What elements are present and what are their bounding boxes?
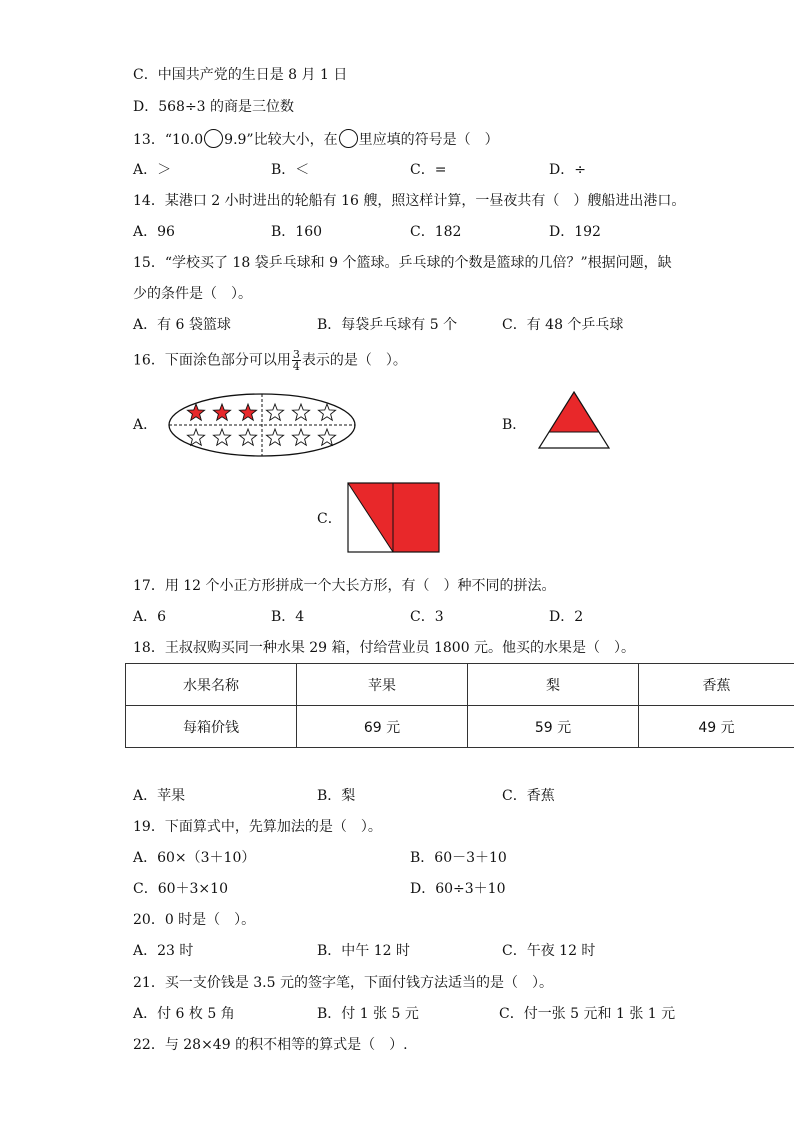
fruit-price-table: [125, 663, 794, 748]
star-filled-icon: [239, 404, 256, 420]
question-22: 22．与 28×49 的积不相等的算式是（ ）.: [133, 1037, 408, 1053]
q16-option-a-label: A．: [133, 417, 158, 433]
table-row: [126, 706, 794, 748]
q15-option: A．有 6 袋篮球: [133, 317, 231, 333]
q14-option: A．96: [133, 224, 175, 240]
q15-option: C．有 48 个乒乓球: [502, 317, 624, 333]
table-cell: 49 元: [639, 706, 794, 748]
table-header-cell: 香蕉: [639, 664, 794, 706]
question-13: [133, 129, 499, 149]
star-outline-icon: [292, 429, 309, 445]
star-outline-icon: [213, 429, 230, 445]
q21-option: A．付 6 枚 5 角: [133, 1006, 235, 1022]
answer-circle: [339, 129, 358, 148]
fraction-denominator: 4: [292, 360, 300, 373]
q16-option-c-label: C．: [317, 511, 342, 527]
star-outline-icon: [239, 429, 256, 445]
q19-option: B．60－3＋10: [410, 850, 507, 866]
table-cell: 69 元: [297, 706, 468, 748]
figure-triangle: [537, 390, 611, 452]
question-14: 14．某港口 2 小时进出的轮船有 16 艘，照这样计算，一昼夜共有（ ）艘船进出港口。: [133, 193, 686, 209]
q19-option: C．60＋3×10: [133, 881, 228, 897]
q17-option: A．6: [133, 609, 167, 625]
q19-option: D．60÷3＋10: [410, 881, 506, 897]
q19-option: A．60×（3＋10）: [133, 850, 256, 866]
star-outline-icon: [318, 429, 335, 445]
q21-option: C．付一张 5 元和 1 张 1 元: [499, 1006, 676, 1022]
q15-option: B．每袋乒乓球有 5 个: [317, 317, 458, 333]
question-19: 19．下面算式中，先算加法的是（ ）。: [133, 819, 382, 835]
q17-option: B．4: [271, 609, 305, 625]
q16-option-b-label: B．: [502, 417, 527, 433]
q16-part2: 表示的是（ ）。: [301, 352, 407, 369]
q14-option: C．182: [410, 224, 462, 240]
q13-part1: 13．“10.0: [133, 132, 204, 148]
q13-option: C．=: [410, 162, 447, 178]
q18-option: B．梨: [317, 788, 356, 804]
answer-circle: [204, 129, 223, 148]
question-17: 17．用 12 个小正方形拼成一个大长方形，有（ ）种不同的拼法。: [133, 578, 556, 594]
star-outline-icon: [187, 429, 204, 445]
table-cell: 每箱价钱: [126, 706, 297, 748]
q21-option: B．付 1 张 5 元: [317, 1006, 419, 1022]
table-header-cell: 苹果: [297, 664, 468, 706]
table-header-cell: 水果名称: [126, 664, 297, 706]
q13-part3: 里应填的符号是（ ）: [358, 132, 499, 148]
question-16: [133, 349, 407, 372]
star-filled-icon: [213, 404, 230, 420]
q13-option: D．÷: [549, 162, 586, 178]
q13-option: A．＞: [133, 162, 172, 178]
star-outline-icon: [266, 404, 283, 420]
question-15: 15．“学校买了 18 袋乒乓球和 9 个篮球。乒乓球的个数是篮球的几倍？”根据问题，缺: [133, 255, 672, 271]
question-21: 21．买一支价钱是 3.5 元的签字笔，下面付钱方法适当的是（ ）。: [133, 975, 553, 991]
table-header-cell: 梨: [468, 664, 639, 706]
question-15-cont: 少的条件是（ ）。: [133, 286, 252, 302]
q20-option: C．午夜 12 时: [502, 943, 596, 959]
q20-option: A．23 时: [133, 943, 194, 959]
q13-option: B．＜: [271, 162, 310, 178]
fraction: [292, 349, 301, 372]
q17-option: D．2: [549, 609, 584, 625]
q18-option: A．苹果: [133, 788, 186, 804]
q17-option: C．3: [410, 609, 444, 625]
question-18: 18．王叔叔购买同一种水果 29 箱，付给营业员 1800 元。他买的水果是（ ）。: [133, 640, 636, 656]
q16-part1: 16．下面涂色部分可以用: [133, 352, 291, 369]
table-row: [126, 664, 794, 706]
star-outline-icon: [266, 429, 283, 445]
option-d-prev: D．568÷3 的商是三位数: [133, 99, 295, 115]
star-outline-icon: [292, 404, 309, 420]
q18-option: C．香蕉: [502, 788, 555, 804]
figure-rectangle: [347, 482, 441, 554]
q13-part2: 9.9”比较大小，在: [224, 132, 338, 148]
q14-option: B．160: [271, 224, 323, 240]
fraction-numerator: 3: [292, 348, 300, 361]
star-filled-icon: [187, 404, 204, 420]
q20-option: B．中午 12 时: [317, 943, 411, 959]
question-20: 20．0 时是（ ）。: [133, 912, 256, 928]
option-c-prev: C．中国共产党的生日是 8 月 1 日: [133, 67, 348, 83]
table-cell: 59 元: [468, 706, 639, 748]
q14-option: D．192: [549, 224, 601, 240]
figure-stars-oval: [167, 392, 357, 458]
star-outline-icon: [318, 404, 335, 420]
